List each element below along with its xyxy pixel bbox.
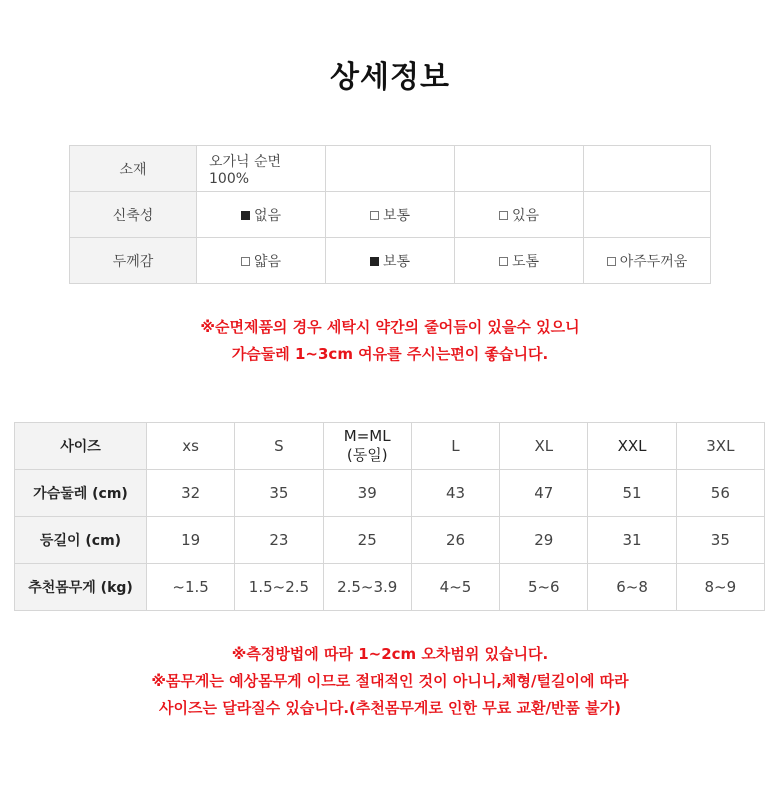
empty-cell (584, 192, 711, 238)
table-cell: 29 (500, 517, 588, 564)
thickness-option-normal: 보통 (326, 238, 455, 284)
size-xs: xs (147, 423, 235, 470)
stretch-label: 신축성 (70, 192, 197, 238)
unchecked-square-icon (370, 211, 379, 220)
empty-cell (455, 146, 584, 192)
back-length-label: 등길이 (cm) (15, 517, 147, 564)
stretch-option-yes: 있음 (455, 192, 584, 238)
empty-cell (584, 146, 711, 192)
table-cell: 6~8 (588, 564, 676, 611)
washing-notice (0, 314, 780, 368)
size-note: (동일) (346, 446, 388, 464)
chest-row (15, 470, 765, 517)
thickness-option-thick: 도톰 (455, 238, 584, 284)
table-cell: 5~6 (500, 564, 588, 611)
table-cell: 35 (235, 470, 323, 517)
table-cell: 26 (411, 517, 499, 564)
table-cell: 39 (323, 470, 411, 517)
table-cell: 32 (147, 470, 235, 517)
table-cell: 8~9 (676, 564, 764, 611)
page-title: 상세정보 (330, 60, 450, 95)
table-cell: 2.5~3.9 (323, 564, 411, 611)
table-cell: 23 (235, 517, 323, 564)
table-cell: 51 (588, 470, 676, 517)
notice-line: ※몸무게는 예상몸무게 이므로 절대적인 것이 아니니,체형/털길이에 따라 (151, 672, 629, 690)
material-table (69, 145, 711, 284)
back-length-row (15, 517, 765, 564)
table-cell: 19 (147, 517, 235, 564)
stretch-option-normal: 보통 (326, 192, 455, 238)
size-header-row (15, 423, 765, 470)
weight-label: 추천몸무게 (kg) (15, 564, 147, 611)
notice-line: 사이즈는 달라질수 있습니다.(추천몸무게로 인한 무료 교환/반품 불가) (159, 699, 621, 717)
notice-line: ※순면제품의 경우 세탁시 약간의 줄어듬이 있을수 있으니 (200, 318, 580, 336)
size-xl: XL (500, 423, 588, 470)
thickness-label: 두께감 (70, 238, 197, 284)
thickness-row (70, 238, 711, 284)
material-value: 오가닉 순면 100% (197, 146, 326, 192)
table-cell: 4~5 (411, 564, 499, 611)
size-3xl: 3XL (676, 423, 764, 470)
checked-square-icon (370, 257, 379, 266)
thickness-option-thin: 얇음 (197, 238, 326, 284)
table-cell: 47 (500, 470, 588, 517)
table-cell: ~1.5 (147, 564, 235, 611)
material-label: 소재 (70, 146, 197, 192)
empty-cell (326, 146, 455, 192)
weight-row (15, 564, 765, 611)
stretch-row (70, 192, 711, 238)
thickness-option-very-thick: 아주두꺼움 (584, 238, 711, 284)
stretch-option-none: 없음 (197, 192, 326, 238)
table-cell: 56 (676, 470, 764, 517)
size-s: S (235, 423, 323, 470)
size-table (14, 422, 765, 611)
table-cell: 43 (411, 470, 499, 517)
table-cell: 31 (588, 517, 676, 564)
unchecked-square-icon (499, 211, 508, 220)
measurement-notice (0, 641, 780, 722)
size-l: L (411, 423, 499, 470)
checked-square-icon (241, 211, 250, 220)
unchecked-square-icon (499, 257, 508, 266)
unchecked-square-icon (241, 257, 250, 266)
size-m: M=ML (동일) (323, 423, 411, 470)
unchecked-square-icon (607, 257, 616, 266)
size-xxl: XXL (588, 423, 676, 470)
notice-line: ※측정방법에 따라 1~2cm 오차범위 있습니다. (231, 645, 549, 663)
table-cell: 25 (323, 517, 411, 564)
chest-label: 가슴둘레 (cm) (15, 470, 147, 517)
material-row (70, 146, 711, 192)
notice-line: 가슴둘레 1~3cm 여유를 주시는편이 좋습니다. (231, 345, 549, 363)
size-header-label: 사이즈 (15, 423, 147, 470)
table-cell: 35 (676, 517, 764, 564)
table-cell: 1.5~2.5 (235, 564, 323, 611)
